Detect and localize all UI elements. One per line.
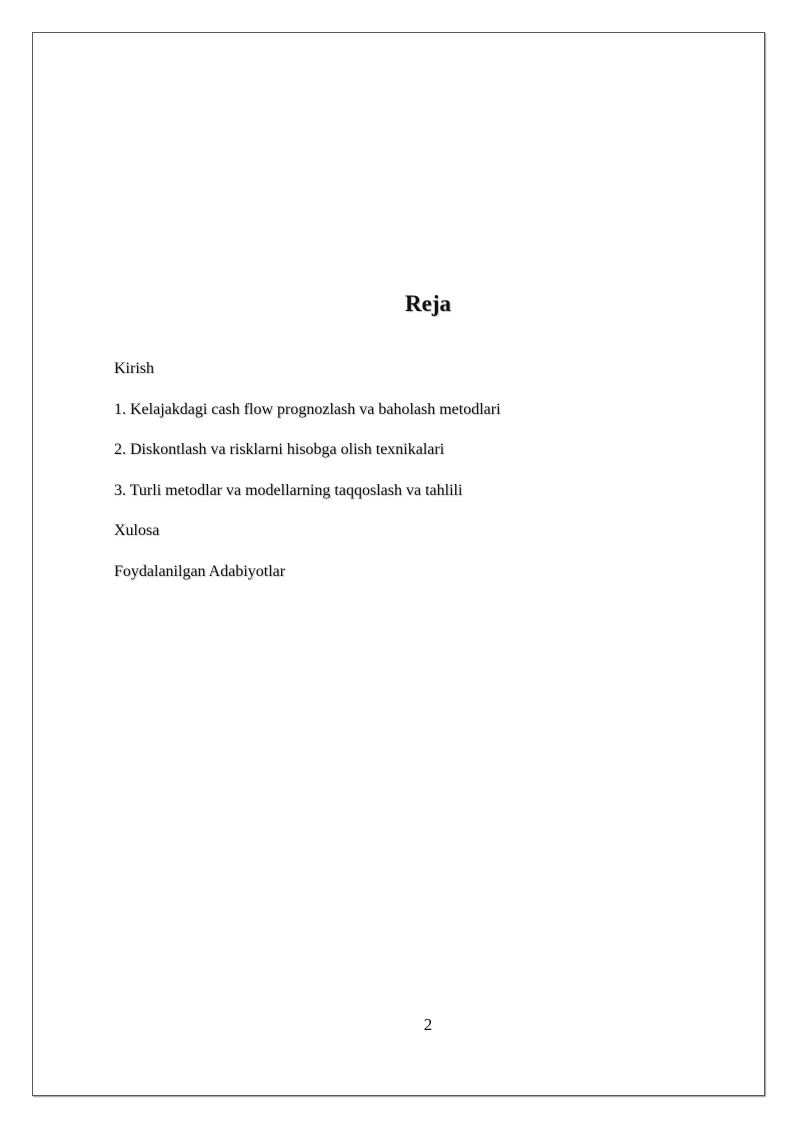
toc-item-chapter-1: 1. Kelajakdagi cash flow prognozlash va baholash metodlari bbox=[114, 400, 501, 418]
toc-item-conclusion: Xulosa bbox=[114, 522, 160, 539]
page-title: Reja bbox=[405, 291, 451, 316]
table-of-contents bbox=[114, 356, 501, 599]
toc-item-references: Foydalanilgan Adabiyotlar bbox=[114, 562, 286, 580]
toc-item-introduction: Kirish bbox=[114, 360, 154, 377]
toc-item-chapter-3: 3. Turli metodlar va modellarning taqqoslash va tahlili bbox=[114, 481, 463, 499]
toc-item-chapter-2: 2. Diskontlash va risklarni hisobga olish texnikalari bbox=[114, 441, 445, 458]
page-number: 2 bbox=[423, 1015, 433, 1034]
